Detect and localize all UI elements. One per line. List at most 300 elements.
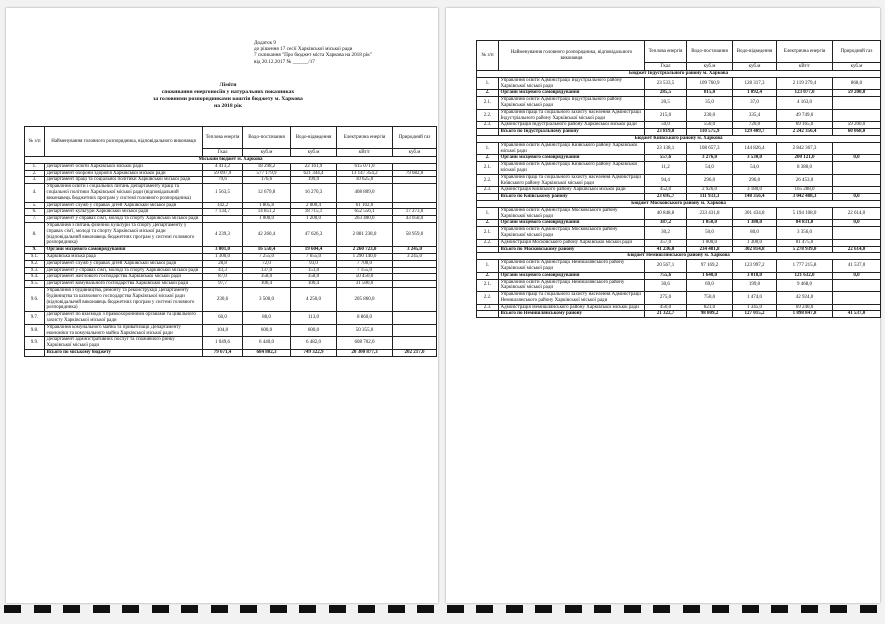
header-c1: Теплова енергія — [203, 127, 243, 149]
cell-c1: 59 097,9 — [203, 170, 243, 177]
cell-c5: 0,0 — [833, 220, 881, 227]
cell-c3: 18 715,1 — [291, 209, 337, 216]
cell-c5 — [393, 312, 437, 325]
cell-c2: 577 179,9 — [243, 170, 291, 177]
cell-c4: 13 147 354,2 — [337, 170, 393, 177]
cell-c1: 23 819,0 — [645, 129, 687, 136]
title-line: Ліміти — [219, 82, 237, 88]
cell-c5 — [833, 174, 881, 187]
scan-dash — [417, 605, 434, 613]
header-name: Найменування головного розпорядника, відповідального виконавця — [499, 41, 645, 71]
subtotal-row — [25, 349, 437, 356]
scan-dash — [122, 605, 139, 613]
cell-c4: 49 749,0 — [777, 109, 833, 122]
scan-dash — [860, 605, 877, 613]
cell-c4: 20 300 877,3 — [337, 349, 393, 356]
row-number: 9.2. — [25, 260, 45, 267]
cell-c5 — [833, 187, 881, 194]
row-number: 2. — [477, 90, 499, 97]
cell-c2: 684 802,3 — [243, 349, 291, 356]
cell-c1: 142,2 — [203, 202, 243, 209]
cell-c4: 165 288,0 — [777, 187, 833, 194]
cell-c5 — [393, 287, 437, 311]
row-name: Органи місцевого самоврядування — [499, 90, 645, 97]
row-name: Департамент праці та соціальної політики Харківської міської ради — [45, 177, 203, 184]
cell-c4: 652 556,1 — [337, 209, 393, 216]
cell-c1: 30,2 — [645, 227, 687, 240]
row-number: 9.7. — [25, 312, 45, 325]
row-number: 2.2. — [477, 239, 499, 246]
approval-line: Додаток 9 — [254, 40, 276, 46]
cell-c5: 0,0 — [833, 272, 881, 279]
row-name: Департамент у справах сім'ї, молоді та спорту Харківської міської ради — [45, 267, 203, 274]
row-name: Управління праці та соціального захисту населення Адміністрації Індустріального району Харківської міської ради — [499, 109, 645, 122]
cell-c5: 0,0 — [833, 194, 881, 201]
scan-dash — [476, 605, 493, 613]
row-number: 9.8. — [25, 324, 45, 337]
cell-c5 — [833, 227, 881, 240]
subtotal-row — [477, 311, 881, 318]
cell-c5 — [833, 239, 881, 246]
cell-c5: 41 537,0 — [833, 311, 881, 318]
table-row — [477, 227, 881, 240]
row-name: Органи місцевого самоврядування — [499, 220, 645, 227]
row-number: 2.2. — [477, 292, 499, 305]
cell-c5: 22 614,0 — [833, 246, 881, 253]
row-name: Департамент адміністративних послуг та споживчого ринку Харківської міської ради — [45, 337, 203, 350]
scan-dash — [211, 605, 228, 613]
cell-c1: 23 695,7 — [645, 194, 687, 201]
cell-c4: 26 453,0 — [777, 174, 833, 187]
section-title: Міський бюджет м. Харкова — [25, 157, 437, 164]
row-name: Органи місцевого самоврядування — [499, 272, 645, 279]
row-number: 9.9. — [25, 337, 45, 350]
row-name: Департамент освіти Харківської міської ради — [45, 163, 203, 170]
cell-c1: 79,6 — [203, 177, 243, 184]
subtotal-row — [477, 272, 881, 279]
cell-c5 — [833, 304, 881, 311]
scan-dash — [152, 605, 169, 613]
header-unit: куб.м — [291, 149, 337, 157]
row-name: Департамент комунального господарства Харківської міської ради — [45, 281, 203, 288]
header-c5: Природний газ — [393, 127, 437, 149]
approval-line: 7 скликання "Про бюджет міста Харкова на 2018 рік" — [254, 52, 372, 59]
cell-c2: 1 000,0 — [243, 216, 291, 223]
cell-c3: 1 474,0 — [733, 292, 777, 305]
cell-c3: 1 380,0 — [733, 220, 777, 227]
cell-c1: 87,0 — [203, 274, 243, 281]
cell-c5 — [393, 184, 437, 202]
cell-c4: 8 380,0 — [777, 162, 833, 175]
scan-dash — [506, 605, 523, 613]
scan-dash — [329, 605, 346, 613]
header-number: № з/п — [477, 41, 499, 71]
cell-c3: 720,0 — [733, 122, 777, 129]
cell-c1: 357,0 — [645, 239, 687, 246]
row-name: Управління освіти і соціальних питань Департаменту праці та соціальної політики Харківської міської ради (відповідальний виконавець бюджетних програм у системі головного розпорядника) — [45, 184, 203, 202]
cell-c4: 8 860,0 — [337, 312, 393, 325]
cell-c2: 176,6 — [243, 177, 291, 184]
scan-dash — [4, 605, 21, 613]
row-number — [477, 311, 499, 318]
row-number: 5. — [25, 202, 45, 209]
row-number: 1. — [477, 260, 499, 273]
cell-c2: 233 431,8 — [687, 207, 733, 220]
cell-c4: 5 278 939,0 — [777, 246, 833, 253]
cell-c5 — [393, 260, 437, 267]
title-line: споживання енергоносіїв у натуральних показниках — [161, 89, 295, 95]
cell-c4: 1 777 215,8 — [777, 260, 833, 273]
cell-c2: 3 276,0 — [687, 155, 733, 162]
cell-c4: 2 260 723,0 — [337, 247, 393, 254]
scan-dash — [535, 605, 552, 613]
table-row — [25, 312, 437, 325]
row-name: Управління освіти Адміністрації Московського району Харківської міської ради — [499, 227, 645, 240]
cell-c2: 88,0 — [243, 312, 291, 325]
scan-dash — [712, 605, 729, 613]
header-c2: Водо-постачання — [243, 127, 291, 149]
cell-c3: 148 356,4 — [733, 194, 777, 201]
row-number: 4. — [25, 184, 45, 202]
row-name: Управління з питань фізичної культури та спорту Департаменту у справах сім'ї, молоді та спорту Харківської міської ради (відповідальний виконавець бюджетних програм у системі головного розпорядника) — [45, 222, 203, 246]
row-name: Харківська міська рада — [45, 253, 203, 260]
row-name: Всього по Індустріальному району — [499, 129, 645, 136]
scan-dash — [299, 605, 316, 613]
subtotal-row — [25, 247, 437, 254]
table-row — [25, 324, 437, 337]
cell-c4: 7 155,0 — [337, 267, 393, 274]
row-number: 2. — [477, 155, 499, 162]
cell-c5: 22 614,0 — [833, 207, 881, 220]
row-name: Управління праці та соціального захисту населення Адміністрації Немишлянського району Харківської міської ради — [499, 292, 645, 305]
header-name: Найменування головного розпорядника, відповідального виконавця — [45, 127, 203, 157]
row-number: 2.1. — [477, 162, 499, 175]
cell-c5: 43 058,0 — [393, 216, 437, 223]
table-row — [25, 202, 437, 209]
cell-c3: 621 344,4 — [291, 170, 337, 177]
table-row — [477, 77, 881, 90]
row-name: Департамент служб у справах дітей Харківської міської ради — [45, 202, 203, 209]
cell-c1: 50,0 — [645, 122, 687, 129]
cell-c3: 749 322,9 — [291, 349, 337, 356]
row-number: 2.1. — [477, 279, 499, 292]
cell-c3: 1 092,4 — [733, 90, 777, 97]
cell-c2: 69,0 — [687, 279, 733, 292]
row-name: Управління з будівництва, ремонту та реконструкції Департаменту будівництва та шляхового господарства Харківської міської ради (відповідальний виконавець бюджетних програм у системі головного розпорядника) — [45, 287, 203, 311]
cell-c1: 104,0 — [203, 324, 243, 337]
table-row — [25, 216, 437, 223]
cell-c2: 550,0 — [687, 122, 733, 129]
row-name: Департамент по взаємодії з правоохоронними органами та цивільного захисту Харківської міської ради — [45, 312, 203, 325]
cell-c4: 9 468,0 — [777, 279, 833, 292]
cell-c4: 2 242 356,4 — [777, 129, 833, 136]
header-unit: кВт/г — [777, 63, 833, 71]
subtotal-row — [477, 220, 881, 227]
cell-c2: 97 169,2 — [687, 260, 733, 273]
cell-c4: 3 356,0 — [777, 227, 833, 240]
cell-c2: 234 481,8 — [687, 246, 733, 253]
cell-c1: 4 413,2 — [203, 163, 243, 170]
cell-c2: 296,0 — [687, 174, 733, 187]
cell-c1: 275,0 — [645, 292, 687, 305]
row-name: Всього по Немишлянському району — [499, 311, 645, 318]
scan-dash — [653, 605, 670, 613]
cell-c1: 30,6 — [645, 279, 687, 292]
row-number: 2.1. — [477, 227, 499, 240]
cell-c1: 230,6 — [203, 287, 243, 311]
header-c3: Водо-відведення — [733, 41, 777, 63]
cell-c2: 1 000,0 — [687, 239, 733, 246]
row-number: 9.5. — [25, 281, 45, 288]
table-row — [25, 260, 437, 267]
row-number: 2. — [25, 170, 45, 177]
scan-dash — [240, 605, 257, 613]
table-row — [477, 304, 881, 311]
scan-dash — [594, 605, 611, 613]
table-row — [477, 239, 881, 246]
cell-c3: 93,0 — [291, 260, 337, 267]
cell-c3: 3 018,0 — [733, 272, 777, 279]
table-row — [25, 287, 437, 311]
cell-c4: 408 809,0 — [337, 184, 393, 202]
cell-c2: 109 760,9 — [687, 77, 733, 90]
table-row — [25, 281, 437, 288]
scan-dash — [447, 605, 464, 613]
row-number: 9.4. — [25, 274, 45, 281]
header-unit: кВт/г — [337, 149, 393, 157]
row-name: Управління комунального майна та приватизації Департаменту економіки та комунального майна Харківської міської ради — [45, 324, 203, 337]
header-c3: Водо-відведення — [291, 127, 337, 149]
row-name: Всього по Московському району — [499, 246, 645, 253]
scan-dash — [388, 605, 405, 613]
cell-c1: 79 671,4 — [203, 349, 243, 356]
cell-c1: 20,5 — [645, 97, 687, 110]
approval-line: до рішення 17 сесії Харківської міської ради — [254, 46, 353, 53]
cell-c1: 7 134,7 — [203, 209, 243, 216]
cell-c1: 452,0 — [645, 187, 687, 194]
cell-c3: 127 015,2 — [733, 311, 777, 318]
cell-c2: 16 550,4 — [243, 247, 291, 254]
cell-c1: 4 239,3 — [203, 222, 243, 246]
table-row — [25, 177, 437, 184]
table-row — [25, 209, 437, 216]
cell-c3: 1 200,0 — [291, 216, 337, 223]
title-line: на 2018 рік — [214, 103, 242, 109]
row-name: Управління освіти Адміністрації Немишлянського району Харківської міської ради — [499, 260, 645, 273]
cell-c4: 50 450,0 — [337, 274, 393, 281]
cell-c3: 6 482,0 — [291, 337, 337, 350]
cell-c1: 1 049,6 — [203, 337, 243, 350]
cell-c1: 43,3 — [203, 267, 243, 274]
cell-c4: 263 400,0 — [337, 216, 393, 223]
table-row — [25, 253, 437, 260]
cell-c3: 151,0 — [291, 267, 337, 274]
table-row — [25, 184, 437, 202]
cell-c4: 200 121,0 — [777, 155, 833, 162]
header-c2: Водо-постачання — [687, 41, 733, 63]
cell-c1 — [203, 216, 243, 223]
cell-c1: 387,2 — [645, 220, 687, 227]
row-number: 9.3. — [25, 267, 45, 274]
approval-block — [254, 40, 429, 65]
cell-c5: 60 068,0 — [833, 129, 881, 136]
cell-c3: 358,0 — [291, 274, 337, 281]
cell-c1: 3 001,0 — [203, 247, 243, 254]
cell-c2: 72,0 — [243, 260, 291, 267]
cell-c2: 6 440,0 — [243, 337, 291, 350]
cell-c5: 868,0 — [833, 77, 881, 90]
cell-c3: 129 409,7 — [733, 129, 777, 136]
cell-c5 — [393, 267, 437, 274]
row-name: Управління освіти Адміністрації Київського району Харківської міської ради — [499, 142, 645, 155]
cell-c3: 600,0 — [291, 324, 337, 337]
header-unit: Гкал — [645, 63, 687, 71]
cell-c3: 16 270,3 — [291, 184, 337, 202]
cell-c4: 2 119 279,4 — [777, 77, 833, 90]
cell-c1: 215,0 — [645, 109, 687, 122]
section-row — [25, 157, 437, 164]
cell-c5 — [393, 281, 437, 288]
cell-c1: 23 138,1 — [645, 142, 687, 155]
cell-c4: 3 042 488,3 — [777, 194, 833, 201]
row-number: 9.6. — [25, 287, 45, 311]
cell-c1: 94,4 — [645, 174, 687, 187]
cell-c2: 1 640,0 — [687, 272, 733, 279]
row-name: Департамент охорони здоров'я Харківської міської ради — [45, 170, 203, 177]
cell-c3: 144 826,4 — [733, 142, 777, 155]
cell-c3: 2 000,4 — [291, 202, 337, 209]
cell-c5: 41 537,0 — [833, 260, 881, 273]
cell-c3: 335,4 — [733, 109, 777, 122]
cell-c5 — [393, 324, 437, 337]
row-name: Органи місцевого самоврядування — [45, 247, 203, 254]
cell-c3: 199,0 — [733, 279, 777, 292]
scan-dash — [801, 605, 818, 613]
cell-c2: 600,0 — [243, 324, 291, 337]
scan-dash — [683, 605, 700, 613]
row-name: Всього по Київському району — [499, 194, 645, 201]
cell-c2: 42 260,4 — [243, 222, 291, 246]
cell-c2: 1 050,0 — [687, 220, 733, 227]
section-title: Бюджет Немишлянського району м. Харкова — [477, 253, 881, 260]
header-unit: куб.м — [393, 149, 437, 157]
cell-c2: 18 298,2 — [243, 163, 291, 170]
cell-c3: 301 434,8 — [733, 207, 777, 220]
cell-c4: 123 077,0 — [777, 90, 833, 97]
cell-c2: 111 933,3 — [687, 194, 733, 201]
section-title: Бюджет Київського району м. Харкова — [477, 135, 881, 142]
header-number: № з/п — [25, 127, 45, 157]
cell-c4: 2 842 367,3 — [777, 142, 833, 155]
cell-c1: 1 563,5 — [203, 184, 243, 202]
row-number — [25, 349, 45, 356]
cell-c2: 3 500,0 — [243, 287, 291, 311]
cell-c1: 97,7 — [203, 281, 243, 288]
scan-dash — [830, 605, 847, 613]
cell-c4: 84 831,0 — [777, 220, 833, 227]
cell-c3: 128 317,3 — [733, 77, 777, 90]
table-row — [477, 207, 881, 220]
cell-c1: 28,8 — [203, 260, 243, 267]
cell-c1: 23 533,5 — [645, 77, 687, 90]
section-row — [477, 135, 881, 142]
cell-c5 — [833, 97, 881, 110]
cell-c3: 302 814,8 — [733, 246, 777, 253]
header-unit: куб.м — [833, 63, 881, 71]
row-number: 9.1. — [25, 253, 45, 260]
table-row — [477, 122, 881, 129]
cell-c3: 100,4 — [291, 281, 337, 288]
row-number: 2. — [477, 220, 499, 227]
cell-c3: 22 161,9 — [291, 163, 337, 170]
header-c4: Електрична енергія — [337, 127, 393, 149]
cell-c5: 58 959,0 — [393, 222, 437, 246]
cell-c4: 608 702,0 — [337, 337, 393, 350]
cell-c1: 450,0 — [645, 304, 687, 311]
section-title: Бюджет Індустріального району м. Харкова — [477, 71, 881, 78]
cell-c5 — [833, 142, 881, 155]
approval-line: від 20.12.2017 № ______/17 — [254, 58, 315, 65]
scan-dash — [34, 605, 51, 613]
scan-dash — [181, 605, 198, 613]
section-title: Бюджет Московського району м. Харкова — [477, 200, 881, 207]
row-number — [477, 129, 499, 136]
cell-c2: 750,0 — [687, 292, 733, 305]
row-number: 1. — [477, 77, 499, 90]
cell-c3: 3 180,0 — [733, 187, 777, 194]
cell-c5 — [833, 162, 881, 175]
row-number: 2.2. — [477, 174, 499, 187]
header-c4: Електрична енергія — [777, 41, 833, 63]
cell-c5: 3 245,0 — [393, 247, 437, 254]
row-number: 3. — [25, 177, 45, 184]
row-name: Адміністрація Немишлянського району Харківської міської ради — [499, 304, 645, 311]
cell-c3: 19 604,4 — [291, 247, 337, 254]
cell-c3: 47 626,3 — [291, 222, 337, 246]
table-row — [477, 162, 881, 175]
header-unit: куб.м — [687, 63, 733, 71]
subtotal-row — [477, 155, 881, 162]
table-row — [25, 274, 437, 281]
table-header-row — [477, 41, 881, 63]
cell-c3: 7 655,0 — [291, 253, 337, 260]
cell-c4: 7 700,0 — [337, 260, 393, 267]
cell-c4: 121 632,0 — [777, 272, 833, 279]
cell-c5 — [393, 177, 437, 184]
row-number: 1. — [25, 163, 45, 170]
row-name: Управління освіти Адміністрації Індустріального району Харківської міської ради — [499, 77, 645, 90]
cell-c1: 21 322,7 — [645, 311, 687, 318]
cell-c2: 108 657,3 — [687, 142, 733, 155]
cell-c5 — [393, 274, 437, 281]
cell-c3: 4 250,0 — [291, 287, 337, 311]
cell-c2: 1 805,8 — [243, 202, 291, 209]
cell-c2: 54,0 — [687, 162, 733, 175]
cell-c3: 296,0 — [733, 174, 777, 187]
cell-c4: 205 860,0 — [337, 287, 393, 311]
cell-c2: 137,0 — [243, 267, 291, 274]
row-name: Управління освіти Адміністрації Київського району Харківської міської ради — [499, 162, 645, 175]
cell-c5: 202 217,0 — [393, 349, 437, 356]
cell-c3: 199,9 — [291, 177, 337, 184]
row-number — [477, 194, 499, 201]
cell-c2: 110 575,9 — [687, 129, 733, 136]
row-name: Органи місцевого самоврядування — [499, 155, 645, 162]
row-number: 6. — [25, 209, 45, 216]
table-row — [477, 187, 881, 194]
cell-c4: 2 881 238,0 — [337, 222, 393, 246]
left-table-body — [25, 127, 437, 357]
